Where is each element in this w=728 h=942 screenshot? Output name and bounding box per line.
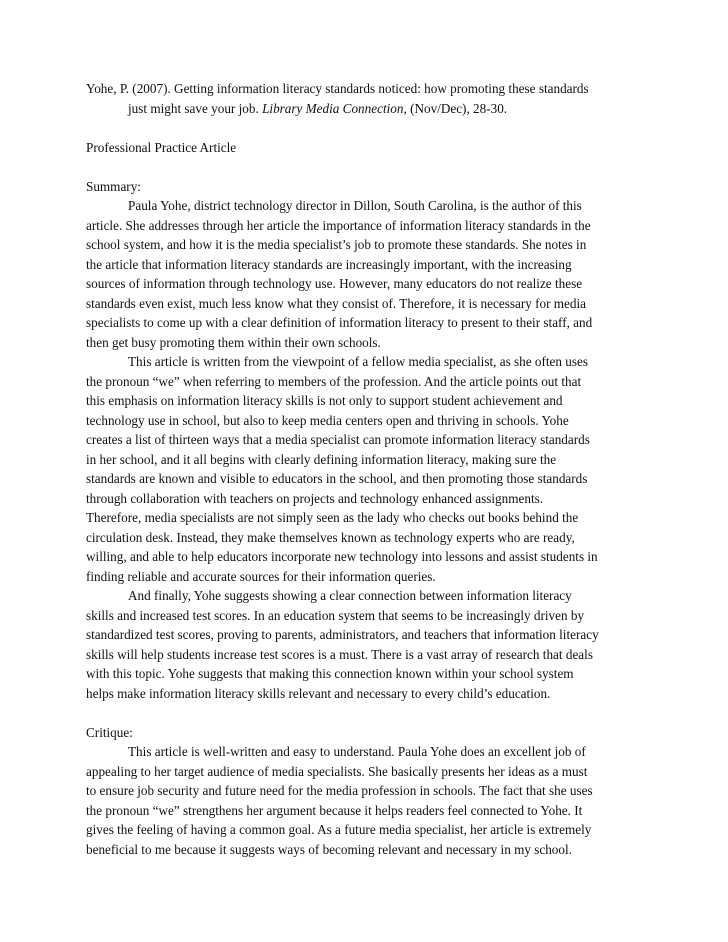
spacer — [86, 157, 646, 177]
spacer — [86, 118, 646, 138]
summary-line: skills and increased test scores. In an education system that seems to be increasingly driven by — [86, 607, 585, 623]
summary-line: in her school, and it all begins with clearly defining information literacy, making sure the — [86, 451, 557, 467]
citation — [86, 79, 646, 118]
summary-line: standards are known and visible to educators in the school, and then promoting those standards — [86, 471, 588, 486]
summary-line: circulation desk. Instead, they make themselves known as technology experts who are ready, — [86, 529, 575, 545]
summary-line: willing, and able to help educators incorporate new technology into lessons and assist students in — [86, 549, 598, 564]
summary-line: Therefore, media specialists are not simply seen as the lady who checks out books behind the — [86, 510, 579, 525]
critique-line: to ensure job security and future need for the media profession in schools. The fact that she uses — [86, 783, 593, 798]
critique-line: the pronoun “we” strengthens her argument because it helps readers feel connected to Yohe. It — [86, 802, 583, 818]
summary-line: This article is written from the viewpoint of a fellow media specialist, as she often uses — [128, 354, 588, 369]
summary-line: school system, and how it is the media specialist’s job to promote these standards. She notes in — [86, 237, 587, 252]
summary-line: sources of information through technology use. However, many educators do not realize these — [86, 276, 583, 291]
citation-line-2 — [86, 99, 646, 119]
critique-line: This article is well-written and easy to understand. Paula Yohe does an excellent job of — [128, 744, 586, 759]
summary-heading: Summary: — [86, 178, 141, 194]
summary-line: And finally, Yohe suggests showing a clear connection between information literacy — [128, 588, 572, 603]
critique-heading: Critique: — [86, 724, 133, 740]
summary-line: the pronoun “we” when referring to members of the profession. And the article points out that — [86, 373, 582, 389]
summary-line: article. She addresses through her article the importance of information literacy standards in the — [86, 217, 591, 233]
spacer — [86, 703, 646, 723]
citation-issue-pages: (Nov/Dec), 28-30. — [406, 100, 508, 116]
summary-line: through collaboration with teachers on projects and technology enhanced assignments. — [86, 490, 544, 506]
article-type: Professional Practice Article — [86, 139, 237, 155]
citation-line-1: Yohe, P. (2007). Getting information literacy standards noticed: how promoting these standards — [86, 81, 589, 96]
critique-section — [86, 723, 646, 860]
summary-line: this emphasis on information literacy skills is not only to support student achievement and — [86, 393, 563, 408]
critique-line: gives the feeling of having a common goal. As a future media specialist, her article is extremely — [86, 822, 592, 837]
citation-title-end: just might save your job. — [128, 100, 263, 116]
summary-line: standardized test scores, proving to parents, administrators, and teachers that information literacy — [86, 627, 599, 642]
document-page — [86, 79, 646, 859]
critique-line: beneficial to me because it suggests ways of becoming relevant and necessary in my school. — [86, 841, 572, 857]
summary-line: specialists to come up with a clear definition of information literacy to present to their staff, and — [86, 315, 593, 330]
summary-line: skills will help students increase test scores is a must. There is a vast array of research that deals — [86, 646, 593, 662]
summary-line: standards even exist, much less know what they consist of. Therefore, it is necessary for media — [86, 295, 587, 311]
summary-line: the article that information literacy standards are increasingly important, with the increasing — [86, 256, 572, 272]
summary-line: Paula Yohe, district technology director in Dillon, South Carolina, is the author of this — [128, 198, 582, 213]
critique-line: appealing to her target audience of media specialists. She basically presents her ideas as a must — [86, 763, 588, 779]
summary-section — [86, 177, 646, 704]
journal-name: Library Media Connection, — [262, 100, 407, 116]
summary-line: creates a list of thirteen ways that a media specialist can promote information literacy standards — [86, 432, 590, 447]
summary-line: technology use in school, but also to keep media centers open and thriving in schools. Yohe — [86, 412, 569, 428]
summary-line: helps make information literacy skills relevant and necessary to every child’s education. — [86, 685, 551, 701]
summary-line: finding reliable and accurate sources for their information queries. — [86, 568, 436, 584]
summary-line: with this topic. Yohe suggests that making this connection known within your school system — [86, 666, 574, 681]
summary-line: then get busy promoting them within their own schools. — [86, 334, 381, 350]
